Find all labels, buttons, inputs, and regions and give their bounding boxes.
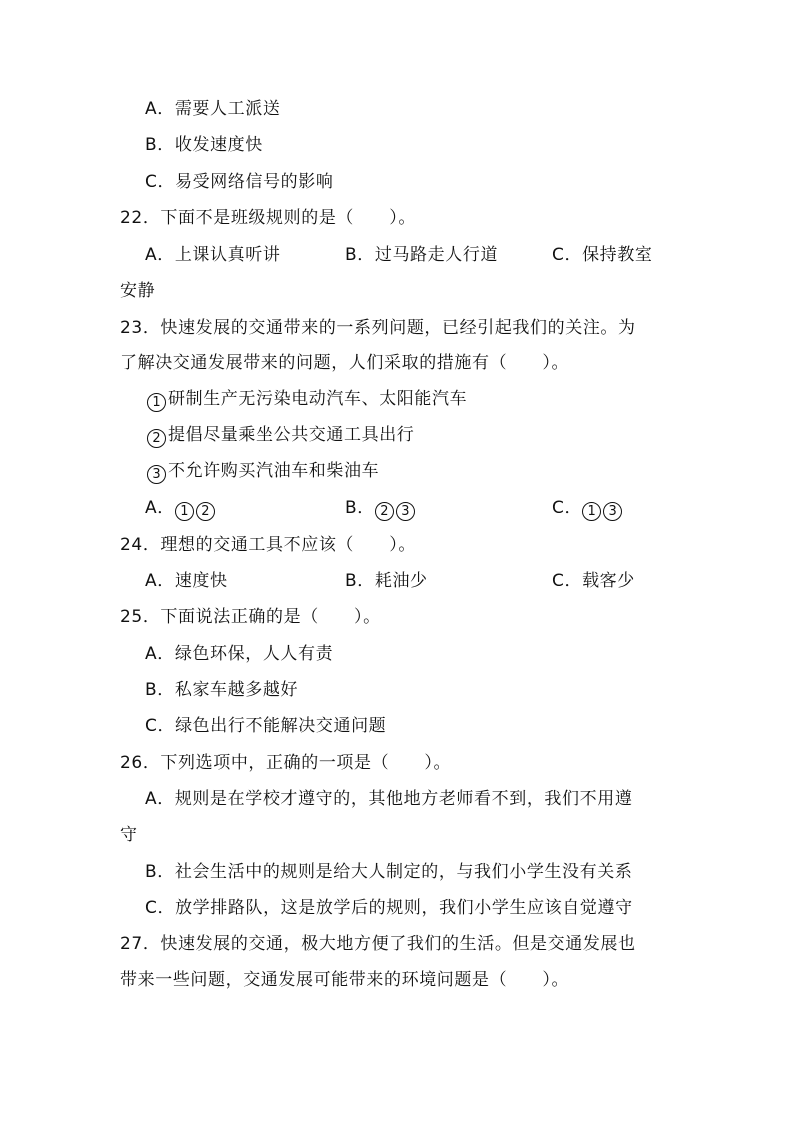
q26-option-b: B．社会生活中的规则是给大人制定的，与我们小学生没有关系 xyxy=(145,862,633,882)
q22-option-c: C．保持教室 xyxy=(552,245,653,265)
circled-number-1: 1 xyxy=(582,502,601,521)
option-b: B．收发速度快 xyxy=(145,135,263,155)
question-27-line-2: 带来一些问题，交通发展可能带来的环境问题是（ ）。 xyxy=(120,970,570,990)
q23-statement-2 xyxy=(147,424,414,448)
option-c: C．易受网络信号的影响 xyxy=(145,172,334,192)
circled-number-3: 3 xyxy=(147,465,166,484)
question-25: 25．下面说法正确的是（ ）。 xyxy=(120,607,381,627)
q23-option-a-label: A． xyxy=(145,498,175,518)
q23-statement-1-text: 研制生产无污染电动汽车、太阳能汽车 xyxy=(168,389,468,409)
question-23-options xyxy=(145,497,705,519)
question-22-options xyxy=(145,244,705,266)
question-27-line-1: 27．快速发展的交通，极大地方便了我们的生活。但是交通发展也 xyxy=(120,934,636,954)
question-23-line-1: 23．快速发展的交通带来的一系列问题，已经引起我们的关注。为 xyxy=(120,318,636,338)
circled-number-1: 1 xyxy=(175,502,194,521)
q22-option-b: B．过马路走人行道 xyxy=(345,245,499,265)
q23-option-b-label: B． xyxy=(345,498,375,518)
question-22: 22．下面不是班级规则的是（ ）。 xyxy=(120,208,416,228)
q23-option-c xyxy=(552,497,624,521)
q22-option-a: A．上课认真听讲 xyxy=(145,245,281,265)
circled-number-1: 1 xyxy=(147,393,166,412)
q24-option-b: B．耗油少 xyxy=(345,571,428,591)
circled-number-2: 2 xyxy=(147,429,166,448)
q23-option-c-label: C． xyxy=(552,498,583,518)
q25-option-c: C．绿色出行不能解决交通问题 xyxy=(145,716,387,736)
q26-option-a-continued: 守 xyxy=(120,825,138,845)
q25-option-a: A．绿色环保，人人有责 xyxy=(145,644,334,664)
question-24: 24．理想的交通工具不应该（ ）。 xyxy=(120,535,416,555)
q23-statement-3 xyxy=(147,460,379,484)
circled-number-2: 2 xyxy=(196,502,215,521)
q24-option-c: C．载客少 xyxy=(552,571,635,591)
circled-number-2: 2 xyxy=(375,502,394,521)
question-26: 26．下列选项中，正确的一项是（ ）。 xyxy=(120,753,452,773)
q25-option-b: B．私家车越多越好 xyxy=(145,680,299,700)
circled-number-3: 3 xyxy=(396,502,415,521)
q23-statement-3-text: 不允许购买汽油车和柴油车 xyxy=(168,461,380,481)
q23-option-a xyxy=(145,497,217,521)
q26-option-a: A．规则是在学校才遵守的，其他地方老师看不到，我们不用遵 xyxy=(145,789,633,809)
q26-option-c: C．放学排路队，这是放学后的规则，我们小学生应该自觉遵守 xyxy=(145,898,633,918)
question-24-options xyxy=(145,570,705,592)
circled-number-3: 3 xyxy=(603,502,622,521)
option-a: A．需要人工派送 xyxy=(145,99,281,119)
q23-option-b xyxy=(345,497,417,521)
q23-statement-1 xyxy=(147,388,467,412)
q22-option-c-continued: 安静 xyxy=(120,281,156,301)
q23-statement-2-text: 提倡尽量乘坐公共交通工具出行 xyxy=(168,425,415,445)
question-23-line-2: 了解决交通发展带来的问题，人们采取的措施有（ ）。 xyxy=(120,353,570,373)
q24-option-a: A．速度快 xyxy=(145,571,228,591)
